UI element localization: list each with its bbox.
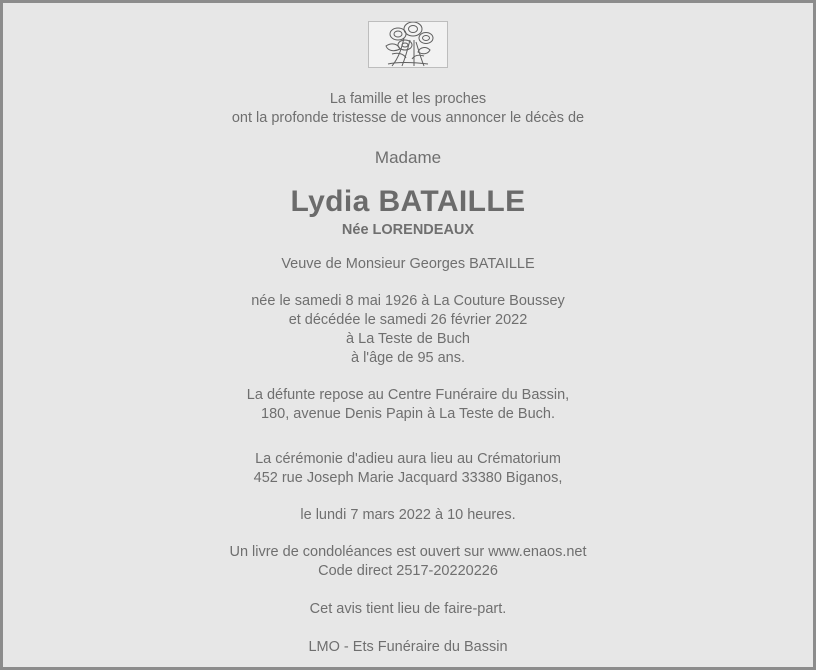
ceremony-line-1: La cérémonie d'adieu aura lieu au Crématorium [255, 451, 561, 467]
birth-line: née le samedi 8 mai 1926 à La Couture Boussey [251, 293, 565, 309]
ceremony-block [254, 450, 563, 488]
faire-part-note: Cet avis tient lieu de faire-part. [309, 601, 507, 617]
flower-bouquet-icon [368, 21, 448, 68]
birth-death-block [251, 292, 565, 368]
repose-block [247, 386, 569, 424]
intro-text [232, 90, 584, 128]
death-place-line: à La Teste de Buch [346, 331, 470, 347]
intro-line-1: La famille et les proches [329, 91, 487, 107]
ceremony-time: le lundi 7 mars 2022 à 10 heures. [300, 507, 516, 523]
maiden-name: Née LORENDEAUX [341, 222, 475, 238]
condolences-code: Code direct 2517-20220226 [318, 563, 498, 579]
salutation: Madame [374, 148, 442, 167]
repose-line-1: La défunte repose au Centre Funéraire du Bassin, [246, 387, 570, 403]
spouse-line: Veuve de Monsieur Georges BATAILLE [281, 256, 535, 272]
condolences-block [229, 543, 586, 581]
deceased-name: Lydia BATAILLE [290, 185, 526, 218]
ceremony-line-2: 452 rue Joseph Marie Jacquard 33380 Biganos, [253, 470, 563, 486]
intro-line-2: ont la profonde tristesse de vous annoncer le décès de [231, 110, 585, 126]
funeral-agency: LMO - Ets Funéraire du Bassin [308, 639, 508, 655]
repose-line-2: 180, avenue Denis Papin à La Teste de Buch. [261, 406, 555, 422]
age-line: à l'âge de 95 ans. [350, 350, 466, 366]
death-line: et décédée le samedi 26 février 2022 [288, 312, 528, 328]
condolences-line: Un livre de condoléances est ouvert sur www.enaos.net [229, 544, 587, 560]
